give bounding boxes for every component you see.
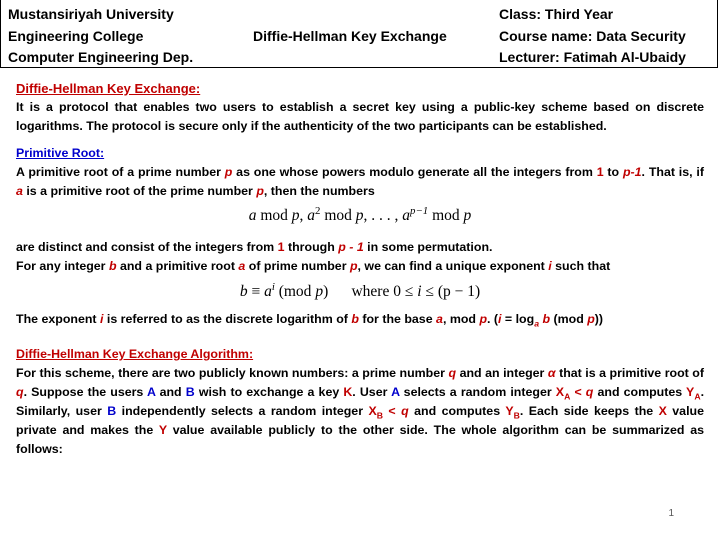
unique-exponent-text: For any integer b and a primitive root a of prime number p, we can find a unique exponent i such that — [16, 259, 611, 273]
course-label: Course name: Data Security — [499, 28, 686, 44]
university-name: Mustansiriyah University — [8, 6, 174, 22]
distinct-integers-text: are distinct and consist of the integers from 1 through p - 1 in some permutation. — [16, 240, 493, 254]
lecture-topic: Diffie-Hellman Key Exchange — [253, 28, 447, 44]
algorithm-description: For this scheme, there are two publicly known numbers: a prime number q and an integer α that is a primitive root of q. Suppose the users A and B wish to exchange a key K. User A selects a random integer $X_A < q$ and computes $Y_A$. Similarly, user B independently selects a random integer $X_B < q$ and computes $Y_B$. Each side keeps the X value private and makes the Y value available publicly to the other side. The whole algorithm can be summarized as follows: — [16, 366, 705, 456]
formula-discrete-log: $b \equiv a^i$ (mod p) where 0 ≤ i ≤ (p − 1) — [239, 280, 481, 300]
formula-powers-mod-p: a mod p, $a^2$ mod p, . . . , $a^{p-1}$ mod p — [248, 204, 472, 224]
discrete-log-definition: The exponent i is referred to as the discrete logarithm of b for the base a, mod p. ($i = \log_a b$ (mod p)) — [16, 312, 604, 329]
dh-description: It is a protocol that enables two users to establish a secret key using a public-key scheme based on discrete logarithms. The protocol is secure only if the authenticity of the two participants can be established. — [16, 100, 704, 133]
section-title-dh: Diffie-Hellman Key Exchange: — [16, 81, 201, 96]
college-name: Engineering College — [8, 28, 144, 44]
primitive-root-definition: A primitive root of a prime number p as one whose powers modulo generate all the integers from 1 to p-1. That is, if a is a primitive root of the prime number p, then the numbers — [16, 165, 704, 198]
department-name: Computer Engineering Dep. — [8, 49, 194, 65]
section-title-primitive-root: Primitive Root: — [16, 146, 105, 160]
section-title-algorithm: Diffie-Hellman Key Exchange Algorithm: — [16, 347, 254, 361]
slide-header — [0, 0, 718, 68]
class-label: Class: Third Year — [499, 6, 614, 22]
slide-content — [16, 79, 704, 459]
lecturer-label: Lecturer: Fatimah Al-Ubaidy — [499, 49, 686, 65]
page-number: 1 — [668, 508, 674, 519]
